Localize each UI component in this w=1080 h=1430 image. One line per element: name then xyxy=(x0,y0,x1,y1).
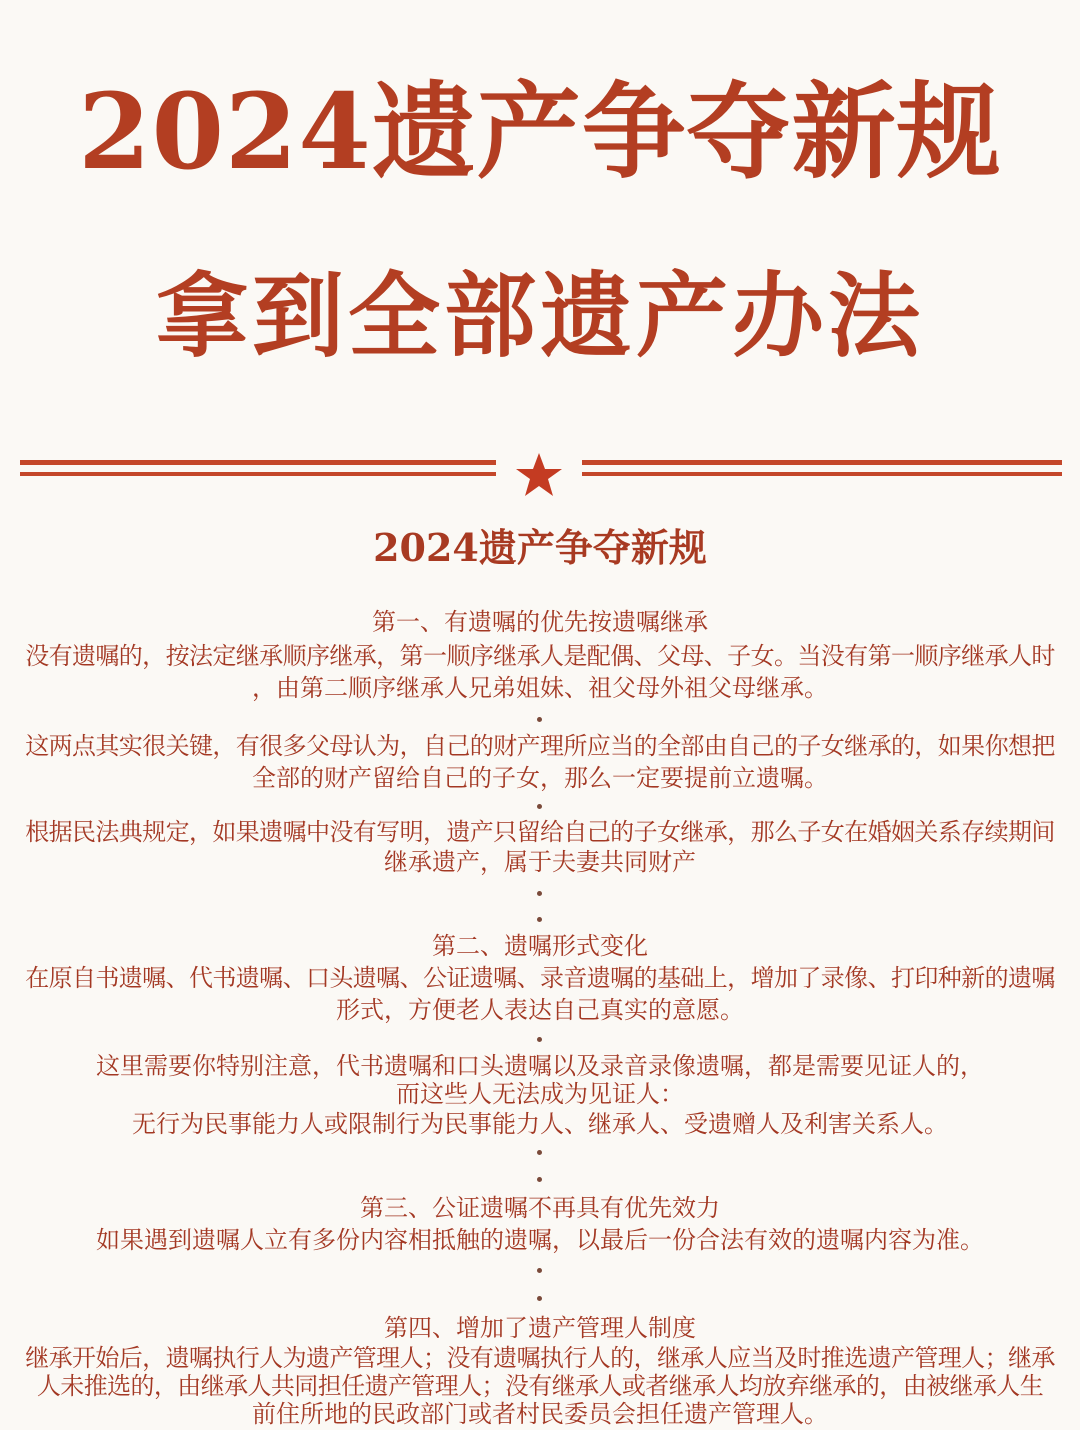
separator-dot xyxy=(537,1150,542,1155)
paragraph-text-line: 这两点其实很关键，有很多父母认为，自己的财产理所应当的全部由自己的子女继承的，如果你想把 xyxy=(25,732,1055,760)
rule-four-text-line: 前住所地的民政部门或者村民委员会担任遗产管理人。 xyxy=(252,1400,828,1428)
separator-dot xyxy=(537,891,542,896)
rule-two-text-line: 在原自书遗嘱、代书遗嘱、口头遗嘱、公证遗嘱、录音遗嘱的基础上，增加了录像、打印种新的遗嘱 xyxy=(25,964,1055,992)
rule-one-text-line: 没有遗嘱的，按法定继承顺序继承，第一顺序继承人是配偶、父母、子女。当没有第一顺序继承人时 xyxy=(25,642,1055,670)
divider-right xyxy=(582,460,1062,478)
main-title: 2024遗产争夺新规 xyxy=(78,70,1002,193)
rule-four-text-line: 人未推选的，由继承人共同担任遗产管理人；没有继承人或者继承人均放弃继承的，由被继承人生 xyxy=(36,1372,1044,1400)
separator-dot xyxy=(537,804,542,809)
separator-dot xyxy=(537,1177,542,1182)
separator-dot xyxy=(537,1268,542,1273)
rule-one-heading: 第一、有遗嘱的优先按遗嘱继承 xyxy=(372,608,708,636)
paragraph-text-line: 而这些人无法成为见证人： xyxy=(396,1080,684,1108)
separator-dot xyxy=(537,1296,542,1301)
rule-two-text-line: 形式，方便老人表达自己真实的意愿。 xyxy=(336,996,744,1024)
paragraph-text-line: 全部的财产留给自己的子女，那么一定要提前立遗嘱。 xyxy=(252,764,828,792)
star-icon xyxy=(514,450,564,500)
paragraph-text-line: 继承遗产，属于夫妻共同财产 xyxy=(384,848,696,876)
separator-dot xyxy=(537,717,542,722)
divider-left xyxy=(20,460,496,478)
sub-title: 拿到全部遗产办法 xyxy=(155,262,924,370)
rule-four-heading: 第四、增加了遗产管理人制度 xyxy=(384,1314,696,1342)
paragraph-text-line: 根据民法典规定，如果遗嘱中没有写明，遗产只留给自己的子女继承，那么子女在婚姻关系存续期间 xyxy=(25,818,1055,846)
paragraph-text-line: 这里需要你特别注意，代书遗嘱和口头遗嘱以及录音录像遗嘱，都是需要见证人的， xyxy=(96,1052,984,1080)
rule-three-heading: 第三、公证遗嘱不再具有优先效力 xyxy=(360,1194,720,1222)
rule-two-heading: 第二、遗嘱形式变化 xyxy=(432,932,648,960)
rule-four-text-line: 继承开始后，遗嘱执行人为遗产管理人；没有遗嘱执行人的，继承人应当及时推选遗产管理人；继承 xyxy=(25,1344,1055,1372)
separator-dot xyxy=(537,917,542,922)
rule-one-text-line: ，由第二顺序继承人兄弟姐妹、祖父母外祖父母继承。 xyxy=(252,674,828,702)
paragraph-text-line: 无行为民事能力人或限制行为民事能力人、继承人、受遗赠人及利害关系人。 xyxy=(132,1110,948,1138)
section-heading: 2024遗产争夺新规 xyxy=(373,525,707,570)
rule-three-text-line: 如果遇到遗嘱人立有多份内容相抵触的遗嘱，以最后一份合法有效的遗嘱内容为准。 xyxy=(96,1226,984,1254)
separator-dot xyxy=(537,1037,542,1042)
